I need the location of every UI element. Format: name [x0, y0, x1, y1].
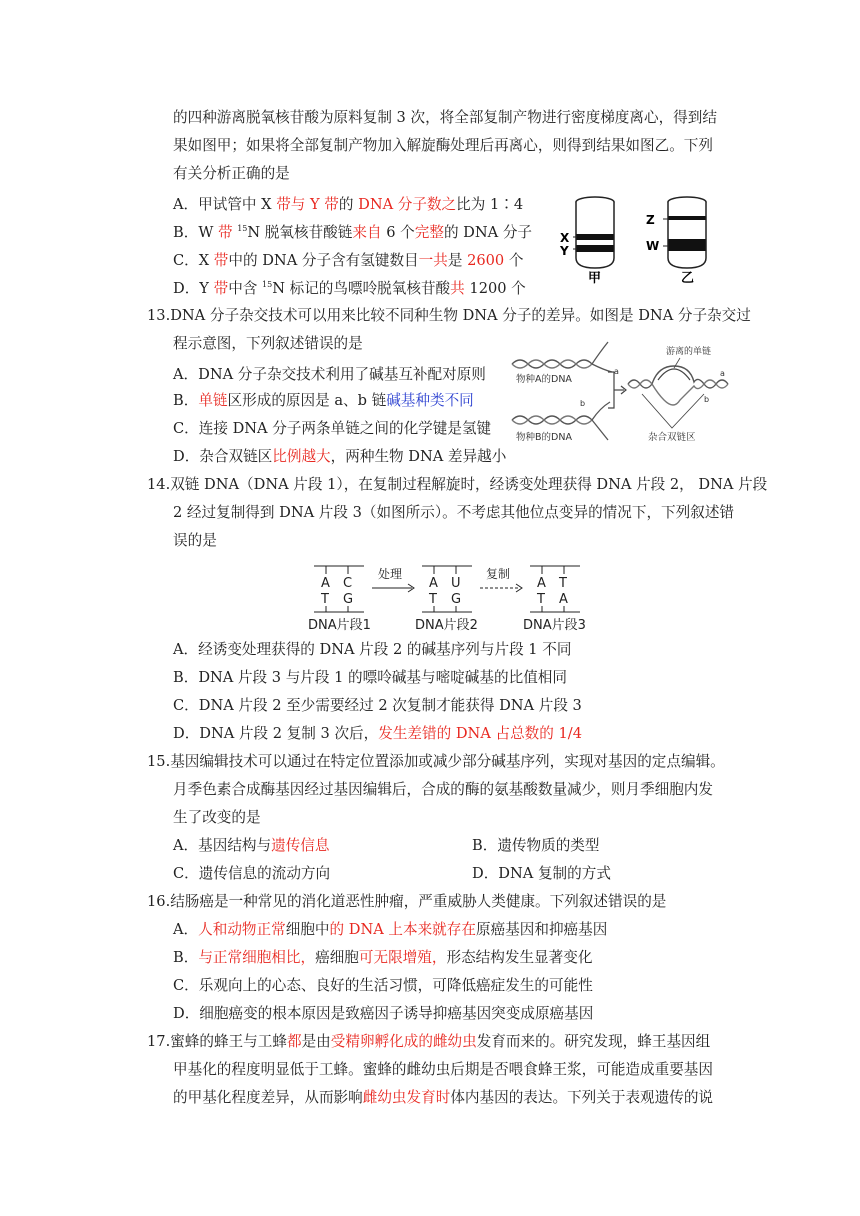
q12-option-d — [173, 279, 526, 299]
q13-b-text-1: B． — [173, 392, 199, 409]
q16-a-text-3: 原癌基因和抑癌基因 — [475, 921, 608, 938]
q12-d-highlight-2: 共 — [450, 280, 465, 297]
seg1-caption: DNA片段1 — [308, 618, 371, 633]
q13-option-b — [173, 391, 474, 411]
q12-option-b — [173, 223, 532, 243]
seg1-top-base-2: C — [343, 576, 353, 591]
q12-a-text-3: 比为 1∶4 — [456, 196, 524, 213]
q12-b-text-1: B．W — [173, 224, 218, 241]
seg1-top-base-1: A — [321, 576, 330, 591]
q12-d-text-1: D．Y — [173, 280, 214, 297]
q12-a-highlight-1: 带与 Y 带 — [276, 196, 339, 213]
seg3-caption: DNA片段3 — [523, 618, 586, 633]
q13-d-text-1: D．杂合双链区 — [173, 448, 273, 465]
q17-stem-line-1 — [147, 1032, 710, 1052]
seg1-bottom-base-2: G — [343, 592, 354, 607]
q17-l1-text-3: 发育而来的。研究发现，蜂王基因组 — [476, 1033, 711, 1050]
tube-jia-label-y: Y — [560, 244, 569, 258]
q14-stem-line-3: 误的是 — [173, 532, 217, 549]
q12-c-highlight-1: 带 — [213, 252, 229, 269]
q12-option-a — [173, 195, 523, 215]
q13-b-highlight-red: 单链 — [198, 392, 228, 409]
seg3-bottom-base-2: A — [559, 592, 568, 607]
seg3-top-base-2: T — [559, 576, 567, 591]
tube-jia-label-x: X — [560, 231, 570, 245]
q17-l3-highlight: 雌幼虫发育时 — [362, 1089, 451, 1106]
q14-stem-line-1: 14.双链 DNA（DNA 片段 1），在复制过程解旋时，经诱变处理获得 DNA 片段 2， DNA 片段 — [147, 476, 768, 493]
tube-yi-label-w: W — [646, 239, 660, 253]
q15-stem-line-2: 月季色素合成酶基因经过基因编辑后，合成的酶的氨基酸数量减少，则月季细胞内发 — [173, 781, 713, 798]
seg2-caption: DNA片段2 — [415, 618, 478, 633]
q17-l1-highlight-2: 受精卵孵化成的雌幼虫 — [330, 1033, 477, 1050]
fig13-label-species-a: 物种A的DNA — [516, 374, 572, 385]
q17-l3-text-2: 体内基因的表达。下列关于表观遗传的说 — [450, 1089, 714, 1106]
q12-stem-line-1: 的四种游离脱氧核苷酸为原料复制 3 次，将全部复制产物进行密度梯度离心，得到结 — [173, 109, 717, 126]
q13-figure-hybridization — [508, 336, 736, 448]
q12-c-text-1: C．X — [173, 252, 214, 269]
tube-yi-label-z: Z — [646, 213, 655, 227]
q12-stem-line-2: 果如图甲；如果将全部复制产物加入解旋酶处理后再离心，则得到结果如图乙。下列 — [173, 137, 713, 154]
q13-option-d — [173, 447, 506, 467]
seg3-top-base-1: A — [537, 576, 546, 591]
tube-jia-band-y — [577, 245, 614, 252]
q16-a-highlight-2: 的 DNA 上本来就存在 — [329, 921, 476, 938]
fig13-label-hybrid-region: 杂合双链区 — [648, 432, 696, 443]
fig13-label-a-left: a — [614, 367, 619, 376]
q17-stem-line-3 — [173, 1088, 713, 1108]
q14-option-d — [173, 724, 582, 744]
q12-b-text-2: N 脱氧核苷酸链 — [247, 224, 353, 241]
q12-b-highlight-3: 完整 — [414, 224, 444, 241]
q16-option-b — [173, 948, 592, 968]
fig13-label-b-right: b — [704, 395, 710, 404]
q12-a-text-2: 的 — [338, 196, 359, 213]
fig13-label-b-left: b — [580, 399, 586, 408]
q16-a-text-2: 细胞中 — [285, 921, 330, 938]
q12-a-highlight-2: DNA 分子数之 — [358, 196, 457, 213]
q14-option-a: A．经诱变处理获得的 DNA 片段 2 的碱基序列与片段 1 不同 — [173, 641, 572, 658]
q17-l3-text-1: 的甲基化程度差异，从而影响 — [173, 1089, 363, 1106]
q13-stem-line-1: 13.DNA 分子杂交技术可以用来比较不同种生物 DNA 分子的差异。如图是 DNA 分子杂交过 — [147, 307, 751, 324]
q12-c-highlight-3: 2600 — [467, 252, 505, 269]
q13-b-text-2: 区形成的原因是 a、b 链 — [227, 392, 387, 409]
tube-yi-band-z — [669, 216, 706, 220]
seg2-bottom-base-2: G — [451, 592, 462, 607]
q12-b-text-4: 的 DNA 分子 — [443, 224, 533, 241]
q13-stem-line-2: 程示意图，下列叙述错误的是 — [173, 335, 363, 352]
q14-d-highlight: 发生差错的 DNA 占总数的 1/4 — [378, 725, 582, 742]
q14-stem-line-2: 2 经过复制得到 DNA 片段 3（如图所示）。不考虑其他位点变异的情况下，下列叙述错 — [173, 504, 735, 521]
q16-option-d: D．细胞癌变的根本原因是致癌因子诱导抑癌基因突变成原癌基因 — [173, 1005, 594, 1022]
q12-b-text-3: 6 个 — [381, 224, 415, 241]
q17-l1-highlight-1: 都 — [286, 1033, 302, 1050]
q16-b-highlight-1: 与正常细胞相比， — [198, 949, 316, 966]
q12-b-highlight-1: 带 — [217, 224, 238, 241]
q15-option-c: C．遗传信息的流动方向 — [173, 865, 331, 882]
q12-c-text-3: 是 — [447, 252, 468, 269]
q15-option-a — [173, 836, 330, 856]
arrow-1-label: 处理 — [378, 567, 403, 581]
q12-d-superscript: 15 — [262, 280, 273, 289]
q14-option-c: C．DNA 片段 2 至少需要经过 2 次复制才能获得 DNA 片段 3 — [173, 697, 582, 714]
q14-d-text-1: D．DNA 片段 2 复制 3 次后， — [173, 725, 379, 742]
q16-b-text-1: B． — [173, 949, 199, 966]
q14-option-b: B．DNA 片段 3 与片段 1 的嘌呤碱基与嘧啶碱基的比值相同 — [173, 669, 567, 686]
fig13-label-free-strand: 游离的单链 — [666, 347, 712, 357]
q12-a-text-1: A．甲试管中 X — [173, 196, 277, 213]
q12-c-text-4: 个 — [504, 252, 524, 269]
q12-d-text-3: N 标记的鸟嘌呤脱氧核苷酸 — [272, 280, 451, 297]
q16-stem: 16.结肠癌是一种常见的消化道恶性肿瘤，严重威胁人类健康。下列叙述错误的是 — [147, 893, 667, 910]
seg2-top-base-2: U — [451, 576, 461, 591]
q12-figure-tubes — [555, 192, 735, 284]
q15-stem-line-1: 15.基因编辑技术可以通过在特定位置添加或减少部分碱基序列，实现对基因的定点编辑。 — [147, 753, 725, 770]
q12-b-highlight-2: 来自 — [352, 224, 382, 241]
q15-a-text: A．基因结构与 — [173, 837, 272, 854]
q12-d-text-2: 中含 — [228, 280, 263, 297]
q12-c-highlight-2: 一共 — [418, 252, 448, 269]
q13-option-c: C．连接 DNA 分子两条单链之间的化学键是氢键 — [173, 420, 492, 437]
seg2-bottom-base-1: T — [429, 592, 437, 607]
q16-b-highlight-2: 可无限增殖， — [358, 949, 447, 966]
q12-c-text-2: 中的 DNA 分子含有氢键数目 — [228, 252, 419, 269]
q12-d-text-4: 1200 个 — [464, 280, 526, 297]
q16-a-highlight-1: 人和动物正常 — [198, 921, 286, 938]
tube-jia-caption: 甲 — [588, 271, 602, 284]
q15-stem-line-3: 生了改变的是 — [173, 809, 261, 826]
fig13-label-a-right: a — [720, 369, 725, 378]
q14-figure-dna-fragments — [308, 562, 588, 634]
q16-option-a — [173, 920, 607, 940]
q13-b-highlight-blue: 碱基种类不同 — [386, 392, 474, 409]
q17-stem-line-2: 甲基化的程度明显低于工蜂。蜜蜂的雌幼虫后期是否喂食蜂王浆，可能造成重要基因 — [173, 1061, 713, 1078]
q15-option-d: D．DNA 复制的方式 — [472, 865, 611, 882]
seg1-bottom-base-1: T — [321, 592, 329, 607]
q16-a-text-1: A． — [173, 921, 199, 938]
seg2-top-base-1: A — [429, 576, 438, 591]
fig13-label-species-b: 物种B的DNA — [516, 432, 572, 443]
q13-d-highlight: 比例越大 — [272, 448, 331, 465]
tube-yi-band-w — [669, 239, 706, 251]
q13-d-text-2: ，两种生物 DNA 差异越小 — [330, 448, 507, 465]
q15-a-highlight: 遗传信息 — [271, 837, 330, 854]
q16-option-c: C．乐观向上的心态、良好的生活习惯，可降低癌症发生的可能性 — [173, 977, 593, 994]
q16-b-text-2: 癌细胞 — [315, 949, 359, 966]
q17-l1-text-2: 是由 — [301, 1033, 331, 1050]
q12-b-superscript: 15 — [237, 224, 248, 233]
arrow-2-label: 复制 — [486, 567, 511, 581]
tube-yi-caption: 乙 — [681, 271, 695, 284]
q17-l1-text-1: 17.蜜蜂的蜂王与工蜂 — [147, 1033, 287, 1050]
q12-d-highlight-1: 带 — [213, 280, 229, 297]
q15-option-b: B．遗传物质的类型 — [472, 837, 600, 854]
q16-b-text-3: 形态结构发生显著变化 — [446, 949, 593, 966]
q13-option-a: A．DNA 分子杂交技术利用了碱基互补配对原则 — [173, 366, 486, 383]
tube-jia-band-x — [577, 234, 614, 240]
q12-stem-line-3: 有关分析正确的是 — [173, 165, 290, 182]
q12-option-c — [173, 251, 523, 271]
seg3-bottom-base-1: T — [537, 592, 545, 607]
